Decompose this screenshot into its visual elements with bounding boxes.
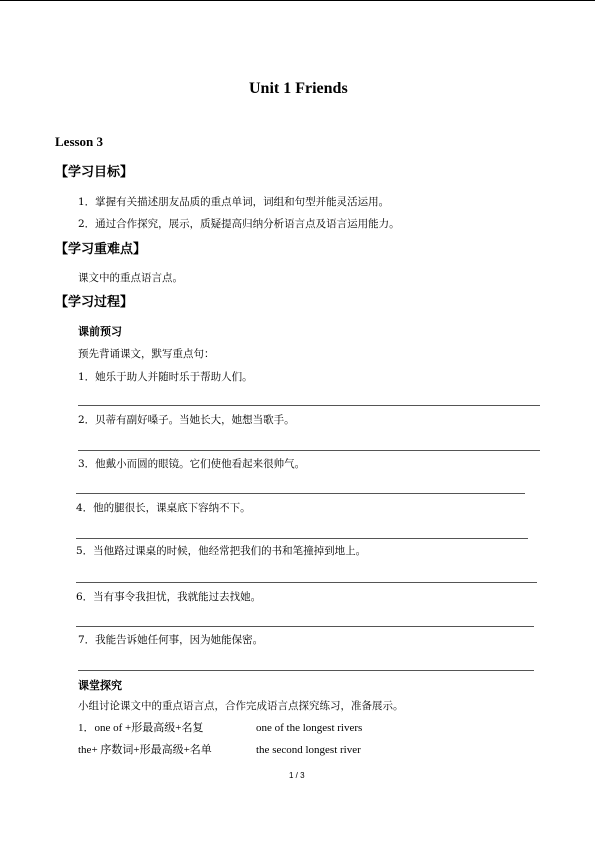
key-points-heading: 【学习重难点】 [55, 242, 147, 257]
objectives-heading: 【学习目标】 [55, 165, 134, 180]
document-title: Unit 1 Friends [249, 80, 348, 97]
preview-intro: 预先背诵课文，默写重点句： [78, 348, 215, 360]
preview-sentence: 7．我能告诉她任何事，因为她能保密。 [78, 634, 264, 646]
preview-sentence: 4．他的腿很长，课桌底下容纳不下。 [76, 502, 251, 514]
answer-line [76, 582, 537, 583]
preview-sentence: 1．她乐于助人并随时乐于帮助人们。 [78, 371, 253, 383]
answer-line [78, 450, 540, 451]
answer-line [76, 538, 528, 539]
preview-heading: 课前预习 [78, 325, 122, 338]
preview-sentence: 3．他戴小而圆的眼镜。它们使他看起来很帅气。 [78, 458, 306, 470]
classroom-intro: 小组讨论课文中的重点语言点，合作完成语言点探究练习，准备展示。 [78, 700, 404, 712]
page-top-border [0, 0, 595, 1]
preview-sentence: 6．当有事令我担忧，我就能过去找她。 [76, 591, 262, 603]
answer-line [76, 626, 534, 627]
answer-line [76, 493, 525, 494]
key-points-text: 课文中的重点语言点。 [78, 272, 183, 284]
page-number: 1 / 3 [289, 771, 305, 780]
answer-line [78, 670, 534, 671]
pattern-text: 1．one of +形最高级+名复 [78, 722, 204, 734]
preview-sentence: 5．当他路过课桌的时候，他经常把我们的书和笔撞掉到地上。 [76, 545, 367, 557]
objective-item: 1．掌握有关描述朋友品质的重点单词，词组和句型并能灵活运用。 [78, 196, 390, 208]
process-heading: 【学习过程】 [55, 295, 134, 310]
classroom-heading: 课堂探究 [78, 679, 122, 692]
preview-sentence: 2．贝蒂有副好嗓子。当她长大，她想当歌手。 [78, 414, 295, 426]
pattern-text: the+ 序数词+形最高级+名单 [78, 744, 212, 756]
pattern-example: one of the longest rivers [256, 722, 363, 734]
answer-line [78, 405, 540, 406]
pattern-example: the second longest river [256, 744, 361, 756]
lesson-heading: Lesson 3 [55, 134, 104, 149]
objective-item: 2．通过合作探究，展示，质疑提高归纳分析语言点及语言运用能力。 [78, 218, 400, 230]
